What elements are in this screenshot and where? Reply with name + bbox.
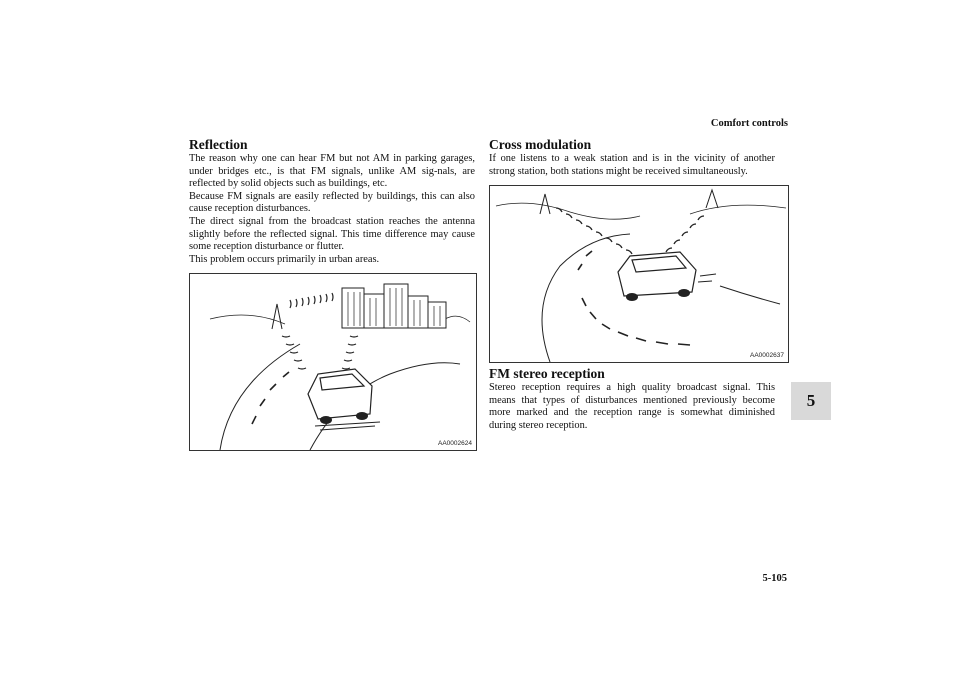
fm-stereo-section — [489, 366, 775, 432]
cross-modulation-text: If one listens to a weak station and is in the vicinity of another strong station, both stations might be received simultaneously. — [489, 153, 775, 177]
reflection-paragraph-2: Because FM signals are easily reflected by buildings, this can also cause reception disturbances. — [189, 190, 475, 215]
car-two-stations-drawing — [490, 186, 788, 362]
fm-stereo-heading: FM stereo reception — [489, 366, 605, 381]
fm-stereo-text: Stereo reception requires a high quality broadcast signal. This means that types of disturbances mentioned previously become more marked and the reception range is somewhat diminished during stereo reception. — [489, 382, 775, 431]
running-header: Comfort controls — [710, 118, 788, 129]
figure-code: AA0002624 — [438, 440, 472, 447]
figure-code: AA0002637 — [750, 352, 784, 359]
reflection-section — [189, 137, 475, 266]
reflection-paragraph-3: The direct signal from the broadcast station reaches the antenna slightly before the reflected signal. This time difference may cause some reception disturbance or flutter. — [189, 215, 475, 253]
reflection-paragraph-1: The reason why one can hear FM but not AM in parking garages, under bridges etc., is that FM signals, unlike AM sig-nals, are reflected by solid objects such as buildings, etc. — [189, 153, 475, 190]
car-buildings-reflection-drawing — [190, 274, 476, 450]
reflection-paragraph-4: This problem occurs primarily in urban areas. — [189, 253, 380, 265]
page-number: 5-105 — [762, 573, 787, 584]
cross-modulation-illustration — [489, 185, 789, 363]
cross-modulation-heading: Cross modulation — [489, 137, 592, 152]
chapter-tab: 5 — [791, 382, 831, 420]
cross-modulation-section — [489, 137, 775, 178]
reflection-illustration — [189, 273, 477, 451]
reflection-heading: Reflection — [189, 137, 248, 152]
